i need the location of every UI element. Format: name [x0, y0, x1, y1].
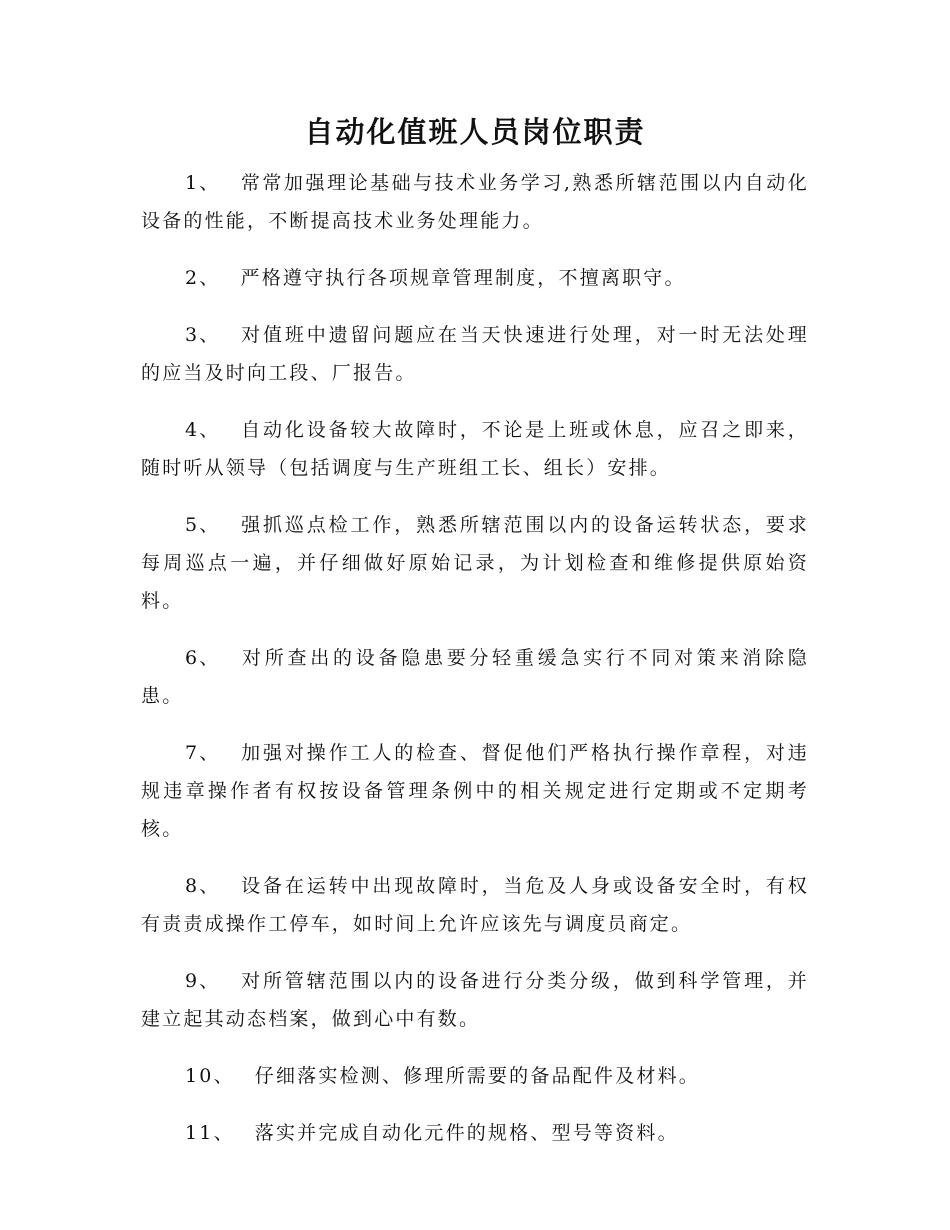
document-title: 自动化值班人员岗位职责 — [304, 115, 646, 149]
item-number: 5、 — [185, 514, 221, 536]
item-number: 10、 — [185, 1065, 235, 1087]
duty-list — [141, 164, 809, 1171]
item-number: 7、 — [185, 742, 221, 764]
item-number: 9、 — [185, 970, 221, 992]
duty-item — [141, 867, 809, 943]
item-number: 2、 — [185, 267, 221, 289]
duty-item — [141, 639, 809, 715]
item-number: 1、 — [185, 172, 221, 194]
item-text: 严格遵守执行各项规章管理制度，不擅离职守。 — [240, 267, 686, 289]
item-text: 落实并完成自动化元件的规格、型号等资料。 — [254, 1122, 679, 1144]
item-number: 8、 — [185, 875, 221, 897]
duty-item — [141, 962, 809, 1038]
duty-item — [141, 316, 809, 392]
duty-item — [141, 411, 809, 487]
item-number: 3、 — [185, 324, 221, 346]
duty-item — [141, 1057, 809, 1095]
item-number: 6、 — [185, 647, 221, 669]
item-text: 对所管辖范围以内的设备进行分类分级，做到科学管理，并建立起其动态档案，做到心中有数。 — [141, 970, 809, 1030]
item-text: 常常加强理论基础与技术业务学习,熟悉所辖范围以内自动化设备的性能，不断提高技术业务处理能力。 — [141, 172, 809, 232]
duty-item — [141, 259, 809, 297]
item-text: 加强对操作工人的检查、督促他们严格执行操作章程，对违规违章操作者有权按设备管理条例中的相关规定进行定期或不定期考核。 — [141, 742, 809, 840]
item-text: 对值班中遗留问题应在当天快速进行处理，对一时无法处理的应当及时向工段、厂报告。 — [141, 324, 809, 384]
item-text: 强抓巡点检工作，熟悉所辖范围以内的设备运转状态，要求每周巡点一遍，并仔细做好原始记录，为计划检查和维修提供原始资料。 — [141, 514, 809, 612]
item-number: 11、 — [185, 1122, 235, 1144]
duty-item — [141, 1114, 809, 1152]
item-text: 自动化设备较大故障时，不论是上班或休息，应召之即来，随时听从领导（包括调度与生产班组工长、组长）安排。 — [141, 419, 809, 479]
duty-item — [141, 506, 809, 620]
item-text: 设备在运转中出现故障时，当危及人身或设备安全时，有权有责责成操作工停车，如时间上允许应该先与调度员商定。 — [141, 875, 809, 935]
item-text: 仔细落实检测、修理所需要的备品配件及材料。 — [254, 1065, 700, 1087]
item-number: 4、 — [185, 419, 221, 441]
duty-item — [141, 164, 809, 240]
duty-item — [141, 734, 809, 848]
item-text: 对所查出的设备隐患要分轻重缓急实行不同对策来消除隐患。 — [141, 647, 809, 707]
